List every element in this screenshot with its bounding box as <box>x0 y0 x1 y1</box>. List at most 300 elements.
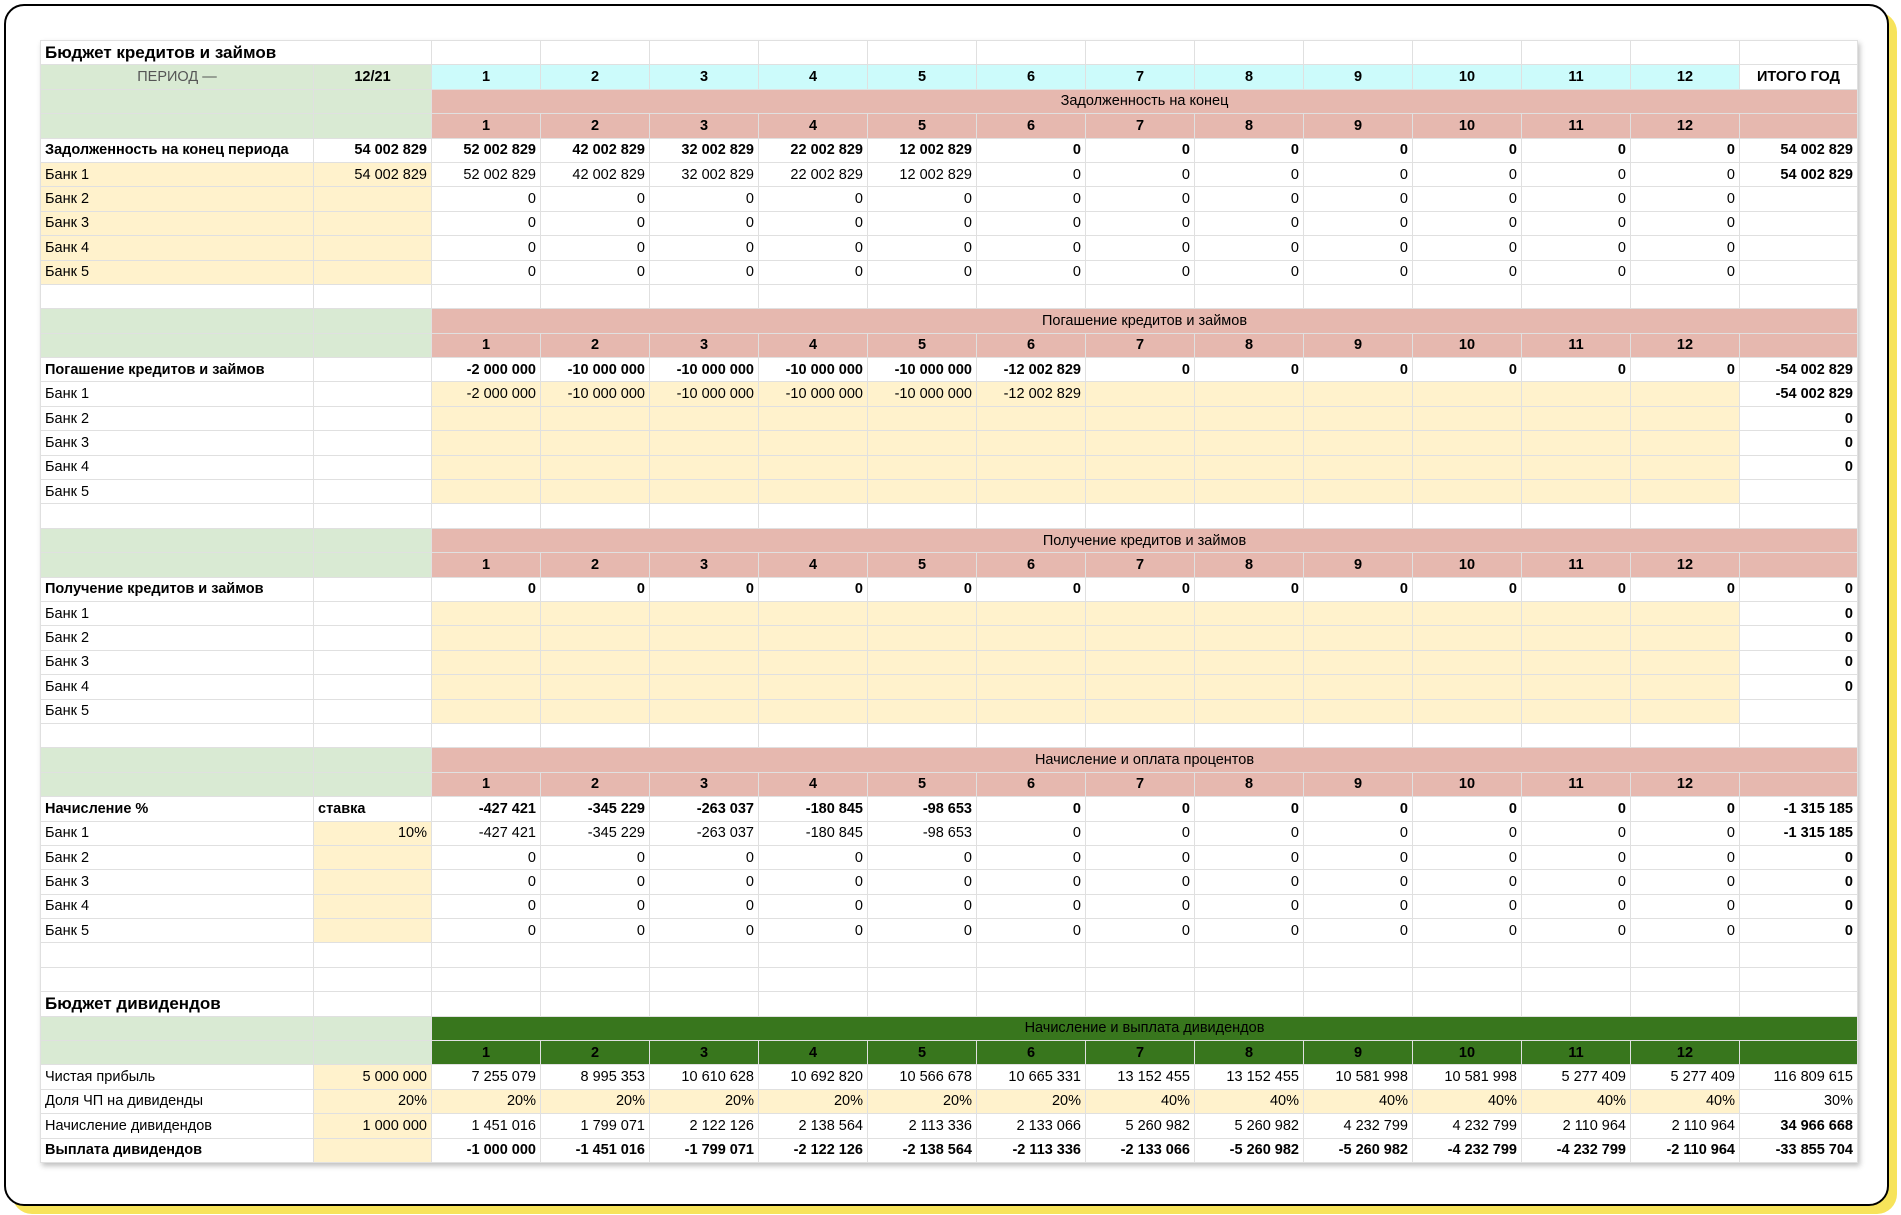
row-label[interactable]: Банк 1 <box>41 382 314 406</box>
value-cell[interactable]: 0 <box>868 260 977 284</box>
empty-cell[interactable] <box>1086 967 1195 991</box>
empty-cell[interactable] <box>1631 967 1740 991</box>
value-cell[interactable]: 0 <box>977 845 1086 869</box>
value-cell[interactable] <box>1631 626 1740 650</box>
empty-cell[interactable] <box>759 284 868 308</box>
empty-cell[interactable] <box>977 967 1086 991</box>
empty-cell[interactable] <box>541 41 650 65</box>
total-cell[interactable]: 0 <box>1740 919 1858 943</box>
month-number[interactable]: 10 <box>1413 553 1522 577</box>
month-number[interactable]: 8 <box>1195 772 1304 796</box>
value-cell[interactable]: -10 000 000 <box>541 358 650 382</box>
value-cell[interactable] <box>1631 455 1740 479</box>
value-cell[interactable]: 0 <box>868 236 977 260</box>
month-number[interactable]: 4 <box>759 553 868 577</box>
month-header[interactable]: 12 <box>1631 65 1740 89</box>
value-cell[interactable] <box>1086 626 1195 650</box>
month-number[interactable]: 9 <box>1304 772 1413 796</box>
empty-cell[interactable] <box>432 992 541 1016</box>
start-value[interactable] <box>314 187 432 211</box>
value-cell[interactable]: -4 232 799 <box>1522 1138 1631 1162</box>
empty-cell[interactable] <box>41 943 314 967</box>
value-cell[interactable] <box>1086 650 1195 674</box>
value-cell[interactable] <box>1304 431 1413 455</box>
total-cell[interactable]: -54 002 829 <box>1740 358 1858 382</box>
value-cell[interactable]: 0 <box>1195 187 1304 211</box>
month-number[interactable]: 11 <box>1522 553 1631 577</box>
total-cell[interactable] <box>1740 187 1858 211</box>
month-number[interactable]: 4 <box>759 114 868 138</box>
value-cell[interactable]: -427 421 <box>432 797 541 821</box>
start-value[interactable]: 10% <box>314 821 432 845</box>
month-header[interactable]: 1 <box>432 65 541 89</box>
value-cell[interactable]: 22 002 829 <box>759 138 868 162</box>
empty-cell[interactable] <box>868 723 977 747</box>
row-label[interactable]: Банк 3 <box>41 431 314 455</box>
value-cell[interactable]: 4 232 799 <box>1413 1114 1522 1138</box>
section-title[interactable]: Начисление и оплата процентов <box>432 748 1858 772</box>
value-cell[interactable] <box>432 626 541 650</box>
empty-cell[interactable] <box>1631 943 1740 967</box>
value-cell[interactable]: 0 <box>1413 162 1522 186</box>
value-cell[interactable] <box>977 650 1086 674</box>
value-cell[interactable] <box>977 626 1086 650</box>
value-cell[interactable]: 0 <box>868 894 977 918</box>
value-cell[interactable]: 0 <box>541 870 650 894</box>
value-cell[interactable] <box>759 431 868 455</box>
row-label[interactable]: Начисление дивидендов <box>41 1114 314 1138</box>
total-cell[interactable] <box>1740 699 1858 723</box>
period-label[interactable]: ПЕРИОД — <box>41 65 314 89</box>
empty-cell[interactable] <box>868 504 977 528</box>
month-header[interactable]: 9 <box>1304 65 1413 89</box>
value-cell[interactable] <box>1522 699 1631 723</box>
value-cell[interactable]: 10 692 820 <box>759 1065 868 1089</box>
total-cell[interactable]: -1 315 185 <box>1740 821 1858 845</box>
value-cell[interactable]: 20% <box>650 1089 759 1113</box>
value-cell[interactable]: 0 <box>977 821 1086 845</box>
value-cell[interactable]: 0 <box>1304 236 1413 260</box>
value-cell[interactable]: -10 000 000 <box>868 382 977 406</box>
value-cell[interactable]: 0 <box>1304 919 1413 943</box>
value-cell[interactable]: 0 <box>541 187 650 211</box>
month-number[interactable]: 9 <box>1304 114 1413 138</box>
empty-cell[interactable] <box>1086 723 1195 747</box>
value-cell[interactable] <box>541 406 650 430</box>
month-number[interactable]: 10 <box>1413 1041 1522 1065</box>
value-cell[interactable]: -2 113 336 <box>977 1138 1086 1162</box>
empty-cell[interactable] <box>868 967 977 991</box>
value-cell[interactable]: -345 229 <box>541 797 650 821</box>
value-cell[interactable]: 0 <box>759 187 868 211</box>
value-cell[interactable] <box>1522 431 1631 455</box>
empty-cell[interactable] <box>1740 504 1858 528</box>
value-cell[interactable]: -5 260 982 <box>1304 1138 1413 1162</box>
empty-cell[interactable] <box>1631 504 1740 528</box>
value-cell[interactable]: 0 <box>1522 358 1631 382</box>
empty-cell[interactable] <box>314 723 432 747</box>
value-cell[interactable]: 0 <box>1304 577 1413 601</box>
value-cell[interactable] <box>541 675 650 699</box>
value-cell[interactable]: 0 <box>1413 358 1522 382</box>
value-cell[interactable]: 0 <box>1086 162 1195 186</box>
value-cell[interactable]: 0 <box>1413 821 1522 845</box>
value-cell[interactable]: 40% <box>1195 1089 1304 1113</box>
value-cell[interactable] <box>1304 699 1413 723</box>
value-cell[interactable]: -2 122 126 <box>759 1138 868 1162</box>
value-cell[interactable]: 0 <box>977 236 1086 260</box>
value-cell[interactable] <box>1631 675 1740 699</box>
value-cell[interactable] <box>650 480 759 504</box>
value-cell[interactable]: -263 037 <box>650 821 759 845</box>
empty-cell[interactable] <box>759 967 868 991</box>
empty-cell[interactable] <box>977 504 1086 528</box>
total-cell[interactable]: -33 855 704 <box>1740 1138 1858 1162</box>
value-cell[interactable]: 0 <box>977 138 1086 162</box>
value-cell[interactable] <box>1304 601 1413 625</box>
value-cell[interactable] <box>1195 480 1304 504</box>
value-cell[interactable]: 0 <box>541 894 650 918</box>
empty-cell[interactable] <box>1631 41 1740 65</box>
value-cell[interactable]: 0 <box>759 845 868 869</box>
value-cell[interactable]: -12 002 829 <box>977 382 1086 406</box>
empty-cell[interactable] <box>1740 992 1858 1016</box>
value-cell[interactable] <box>1304 480 1413 504</box>
value-cell[interactable]: -2 000 000 <box>432 358 541 382</box>
value-cell[interactable] <box>1522 601 1631 625</box>
label-spacer[interactable] <box>314 553 432 577</box>
total-cell[interactable]: -1 315 185 <box>1740 797 1858 821</box>
label-spacer[interactable] <box>314 89 432 113</box>
value-cell[interactable]: -10 000 000 <box>759 382 868 406</box>
start-value[interactable] <box>314 919 432 943</box>
empty-cell[interactable] <box>1195 284 1304 308</box>
empty-cell[interactable] <box>650 723 759 747</box>
start-value[interactable] <box>314 675 432 699</box>
empty-cell[interactable] <box>1304 967 1413 991</box>
empty-cell[interactable] <box>541 723 650 747</box>
value-cell[interactable]: 0 <box>1522 845 1631 869</box>
value-cell[interactable]: 0 <box>432 236 541 260</box>
value-cell[interactable]: 12 002 829 <box>868 162 977 186</box>
empty-cell[interactable] <box>432 967 541 991</box>
month-number[interactable]: 3 <box>650 553 759 577</box>
value-cell[interactable]: -263 037 <box>650 797 759 821</box>
value-cell[interactable]: 0 <box>1522 211 1631 235</box>
value-cell[interactable] <box>1086 431 1195 455</box>
value-cell[interactable]: 4 232 799 <box>1304 1114 1413 1138</box>
month-number[interactable]: 6 <box>977 772 1086 796</box>
value-cell[interactable] <box>650 650 759 674</box>
value-cell[interactable] <box>977 455 1086 479</box>
value-cell[interactable]: 0 <box>1086 260 1195 284</box>
start-value[interactable] <box>314 870 432 894</box>
sheet-title[interactable]: Бюджет кредитов и займов <box>41 41 432 65</box>
value-cell[interactable] <box>868 455 977 479</box>
start-period[interactable]: 12/21 <box>314 65 432 89</box>
value-cell[interactable]: 0 <box>432 211 541 235</box>
value-cell[interactable]: 0 <box>650 919 759 943</box>
value-cell[interactable] <box>541 480 650 504</box>
value-cell[interactable]: 0 <box>1304 894 1413 918</box>
start-value[interactable] <box>314 894 432 918</box>
empty-cell[interactable] <box>541 284 650 308</box>
value-cell[interactable] <box>432 431 541 455</box>
empty-cell[interactable] <box>650 504 759 528</box>
value-cell[interactable] <box>1195 650 1304 674</box>
total-cell[interactable]: 0 <box>1740 601 1858 625</box>
value-cell[interactable] <box>432 406 541 430</box>
start-value[interactable] <box>314 260 432 284</box>
empty-cell[interactable] <box>977 723 1086 747</box>
row-label[interactable]: Банк 2 <box>41 406 314 430</box>
value-cell[interactable] <box>1413 431 1522 455</box>
value-cell[interactable]: 20% <box>868 1089 977 1113</box>
month-number[interactable]: 2 <box>541 114 650 138</box>
value-cell[interactable]: 0 <box>1413 577 1522 601</box>
value-cell[interactable]: 2 138 564 <box>759 1114 868 1138</box>
value-cell[interactable]: 0 <box>1522 138 1631 162</box>
total-cell[interactable]: 54 002 829 <box>1740 138 1858 162</box>
row-label[interactable]: Выплата дивидендов <box>41 1138 314 1162</box>
row-label[interactable]: Банк 5 <box>41 480 314 504</box>
value-cell[interactable]: 0 <box>1522 236 1631 260</box>
start-value[interactable]: 20% <box>314 1089 432 1113</box>
empty-cell[interactable] <box>432 284 541 308</box>
value-cell[interactable] <box>1413 626 1522 650</box>
value-cell[interactable] <box>1304 406 1413 430</box>
value-cell[interactable] <box>650 699 759 723</box>
month-number[interactable]: 3 <box>650 772 759 796</box>
value-cell[interactable]: 0 <box>1522 919 1631 943</box>
value-cell[interactable]: -180 845 <box>759 821 868 845</box>
value-cell[interactable]: 0 <box>1195 162 1304 186</box>
total-cell[interactable]: 0 <box>1740 577 1858 601</box>
empty-cell[interactable] <box>1413 284 1522 308</box>
label-spacer[interactable] <box>41 553 314 577</box>
empty-cell[interactable] <box>1413 992 1522 1016</box>
value-cell[interactable] <box>1195 406 1304 430</box>
empty-cell[interactable] <box>759 504 868 528</box>
start-value[interactable]: 54 002 829 <box>314 138 432 162</box>
value-cell[interactable]: 0 <box>1304 845 1413 869</box>
value-cell[interactable]: -2 138 564 <box>868 1138 977 1162</box>
label-spacer[interactable] <box>41 748 314 772</box>
value-cell[interactable]: 0 <box>1304 821 1413 845</box>
label-spacer[interactable] <box>314 1016 432 1040</box>
month-header[interactable]: 5 <box>868 65 977 89</box>
value-cell[interactable]: -345 229 <box>541 821 650 845</box>
month-number[interactable]: 11 <box>1522 1041 1631 1065</box>
value-cell[interactable]: 40% <box>1413 1089 1522 1113</box>
value-cell[interactable]: 0 <box>1631 162 1740 186</box>
start-value[interactable] <box>314 480 432 504</box>
total-cell[interactable]: 0 <box>1740 650 1858 674</box>
value-cell[interactable]: 0 <box>1195 919 1304 943</box>
month-header[interactable]: 8 <box>1195 65 1304 89</box>
value-cell[interactable]: 0 <box>1413 211 1522 235</box>
value-cell[interactable] <box>759 406 868 430</box>
month-number[interactable]: 10 <box>1413 333 1522 357</box>
empty-cell[interactable] <box>314 943 432 967</box>
value-cell[interactable]: 40% <box>1086 1089 1195 1113</box>
value-cell[interactable] <box>432 675 541 699</box>
month-number[interactable]: 8 <box>1195 553 1304 577</box>
total-cell[interactable]: 0 <box>1740 406 1858 430</box>
value-cell[interactable] <box>650 626 759 650</box>
value-cell[interactable] <box>650 431 759 455</box>
value-cell[interactable]: 32 002 829 <box>650 138 759 162</box>
value-cell[interactable]: 0 <box>977 870 1086 894</box>
value-cell[interactable] <box>977 675 1086 699</box>
total-spacer[interactable] <box>1740 333 1858 357</box>
value-cell[interactable]: 0 <box>541 236 650 260</box>
value-cell[interactable] <box>650 455 759 479</box>
month-number[interactable]: 3 <box>650 114 759 138</box>
start-value[interactable]: 54 002 829 <box>314 162 432 186</box>
value-cell[interactable] <box>1413 382 1522 406</box>
empty-cell[interactable] <box>1740 967 1858 991</box>
empty-cell[interactable] <box>1086 992 1195 1016</box>
value-cell[interactable] <box>1195 431 1304 455</box>
total-cell[interactable]: 0 <box>1740 626 1858 650</box>
row-label[interactable]: Получение кредитов и займов <box>41 577 314 601</box>
empty-cell[interactable] <box>1195 967 1304 991</box>
empty-cell[interactable] <box>314 967 432 991</box>
value-cell[interactable]: -1 000 000 <box>432 1138 541 1162</box>
row-label[interactable]: Чистая прибыль <box>41 1065 314 1089</box>
start-value[interactable] <box>314 211 432 235</box>
value-cell[interactable] <box>1522 650 1631 674</box>
empty-cell[interactable] <box>650 284 759 308</box>
empty-cell[interactable] <box>650 41 759 65</box>
start-value[interactable] <box>314 236 432 260</box>
value-cell[interactable] <box>1195 601 1304 625</box>
value-cell[interactable] <box>1631 699 1740 723</box>
value-cell[interactable] <box>432 455 541 479</box>
month-number[interactable]: 11 <box>1522 772 1631 796</box>
value-cell[interactable]: 13 152 455 <box>1195 1065 1304 1089</box>
value-cell[interactable]: 0 <box>1304 358 1413 382</box>
value-cell[interactable]: -4 232 799 <box>1413 1138 1522 1162</box>
value-cell[interactable]: 5 260 982 <box>1086 1114 1195 1138</box>
empty-cell[interactable] <box>1304 41 1413 65</box>
empty-cell[interactable] <box>1195 504 1304 528</box>
value-cell[interactable]: 0 <box>868 870 977 894</box>
empty-cell[interactable] <box>541 992 650 1016</box>
value-cell[interactable]: 52 002 829 <box>432 138 541 162</box>
value-cell[interactable]: 0 <box>1195 845 1304 869</box>
empty-cell[interactable] <box>541 504 650 528</box>
value-cell[interactable]: 40% <box>1631 1089 1740 1113</box>
label-spacer[interactable] <box>41 528 314 552</box>
value-cell[interactable]: 0 <box>977 894 1086 918</box>
month-number[interactable]: 7 <box>1086 114 1195 138</box>
month-number[interactable]: 8 <box>1195 333 1304 357</box>
value-cell[interactable] <box>541 650 650 674</box>
value-cell[interactable]: -98 653 <box>868 821 977 845</box>
value-cell[interactable]: 0 <box>650 187 759 211</box>
value-cell[interactable]: 20% <box>759 1089 868 1113</box>
empty-cell[interactable] <box>868 992 977 1016</box>
month-header[interactable]: 7 <box>1086 65 1195 89</box>
row-label[interactable]: Доля ЧП на дивиденды <box>41 1089 314 1113</box>
value-cell[interactable]: 2 110 964 <box>1631 1114 1740 1138</box>
month-number[interactable]: 5 <box>868 1041 977 1065</box>
label-spacer[interactable] <box>41 1041 314 1065</box>
value-cell[interactable] <box>1086 601 1195 625</box>
value-cell[interactable] <box>1631 650 1740 674</box>
value-cell[interactable] <box>1522 382 1631 406</box>
label-spacer[interactable] <box>41 89 314 113</box>
empty-cell[interactable] <box>41 504 314 528</box>
value-cell[interactable] <box>541 601 650 625</box>
value-cell[interactable]: 13 152 455 <box>1086 1065 1195 1089</box>
empty-cell[interactable] <box>977 41 1086 65</box>
value-cell[interactable]: 0 <box>759 236 868 260</box>
value-cell[interactable]: 0 <box>1195 870 1304 894</box>
value-cell[interactable]: 0 <box>1195 211 1304 235</box>
value-cell[interactable] <box>1304 675 1413 699</box>
value-cell[interactable]: 2 122 126 <box>650 1114 759 1138</box>
value-cell[interactable]: 0 <box>541 919 650 943</box>
value-cell[interactable]: 8 995 353 <box>541 1065 650 1089</box>
month-number[interactable]: 7 <box>1086 333 1195 357</box>
value-cell[interactable]: 20% <box>432 1089 541 1113</box>
value-cell[interactable] <box>977 480 1086 504</box>
start-value[interactable] <box>314 577 432 601</box>
total-spacer[interactable] <box>1740 114 1858 138</box>
empty-cell[interactable] <box>432 504 541 528</box>
month-number[interactable]: 4 <box>759 333 868 357</box>
value-cell[interactable]: 5 277 409 <box>1631 1065 1740 1089</box>
value-cell[interactable]: 10 566 678 <box>868 1065 977 1089</box>
value-cell[interactable]: 0 <box>1304 187 1413 211</box>
month-number[interactable]: 12 <box>1631 553 1740 577</box>
value-cell[interactable]: 0 <box>650 845 759 869</box>
empty-cell[interactable] <box>1413 943 1522 967</box>
value-cell[interactable] <box>1522 455 1631 479</box>
row-label[interactable]: Банк 5 <box>41 699 314 723</box>
value-cell[interactable]: 0 <box>1086 138 1195 162</box>
value-cell[interactable] <box>977 431 1086 455</box>
value-cell[interactable]: 0 <box>977 919 1086 943</box>
value-cell[interactable] <box>1631 382 1740 406</box>
label-spacer[interactable] <box>314 772 432 796</box>
empty-cell[interactable] <box>759 992 868 1016</box>
row-label[interactable]: Банк 1 <box>41 601 314 625</box>
value-cell[interactable]: -1 451 016 <box>541 1138 650 1162</box>
empty-cell[interactable] <box>41 967 314 991</box>
value-cell[interactable]: -10 000 000 <box>650 382 759 406</box>
empty-cell[interactable] <box>868 943 977 967</box>
value-cell[interactable]: 0 <box>1522 894 1631 918</box>
value-cell[interactable] <box>1195 455 1304 479</box>
value-cell[interactable] <box>1522 675 1631 699</box>
value-cell[interactable]: 0 <box>1413 797 1522 821</box>
value-cell[interactable]: 0 <box>1086 358 1195 382</box>
value-cell[interactable] <box>432 699 541 723</box>
empty-cell[interactable] <box>1413 967 1522 991</box>
value-cell[interactable]: 0 <box>759 894 868 918</box>
value-cell[interactable] <box>977 699 1086 723</box>
total-cell[interactable]: 0 <box>1740 431 1858 455</box>
value-cell[interactable] <box>1522 626 1631 650</box>
value-cell[interactable] <box>541 699 650 723</box>
value-cell[interactable] <box>650 675 759 699</box>
row-label[interactable]: Банк 5 <box>41 919 314 943</box>
value-cell[interactable]: 0 <box>1522 577 1631 601</box>
